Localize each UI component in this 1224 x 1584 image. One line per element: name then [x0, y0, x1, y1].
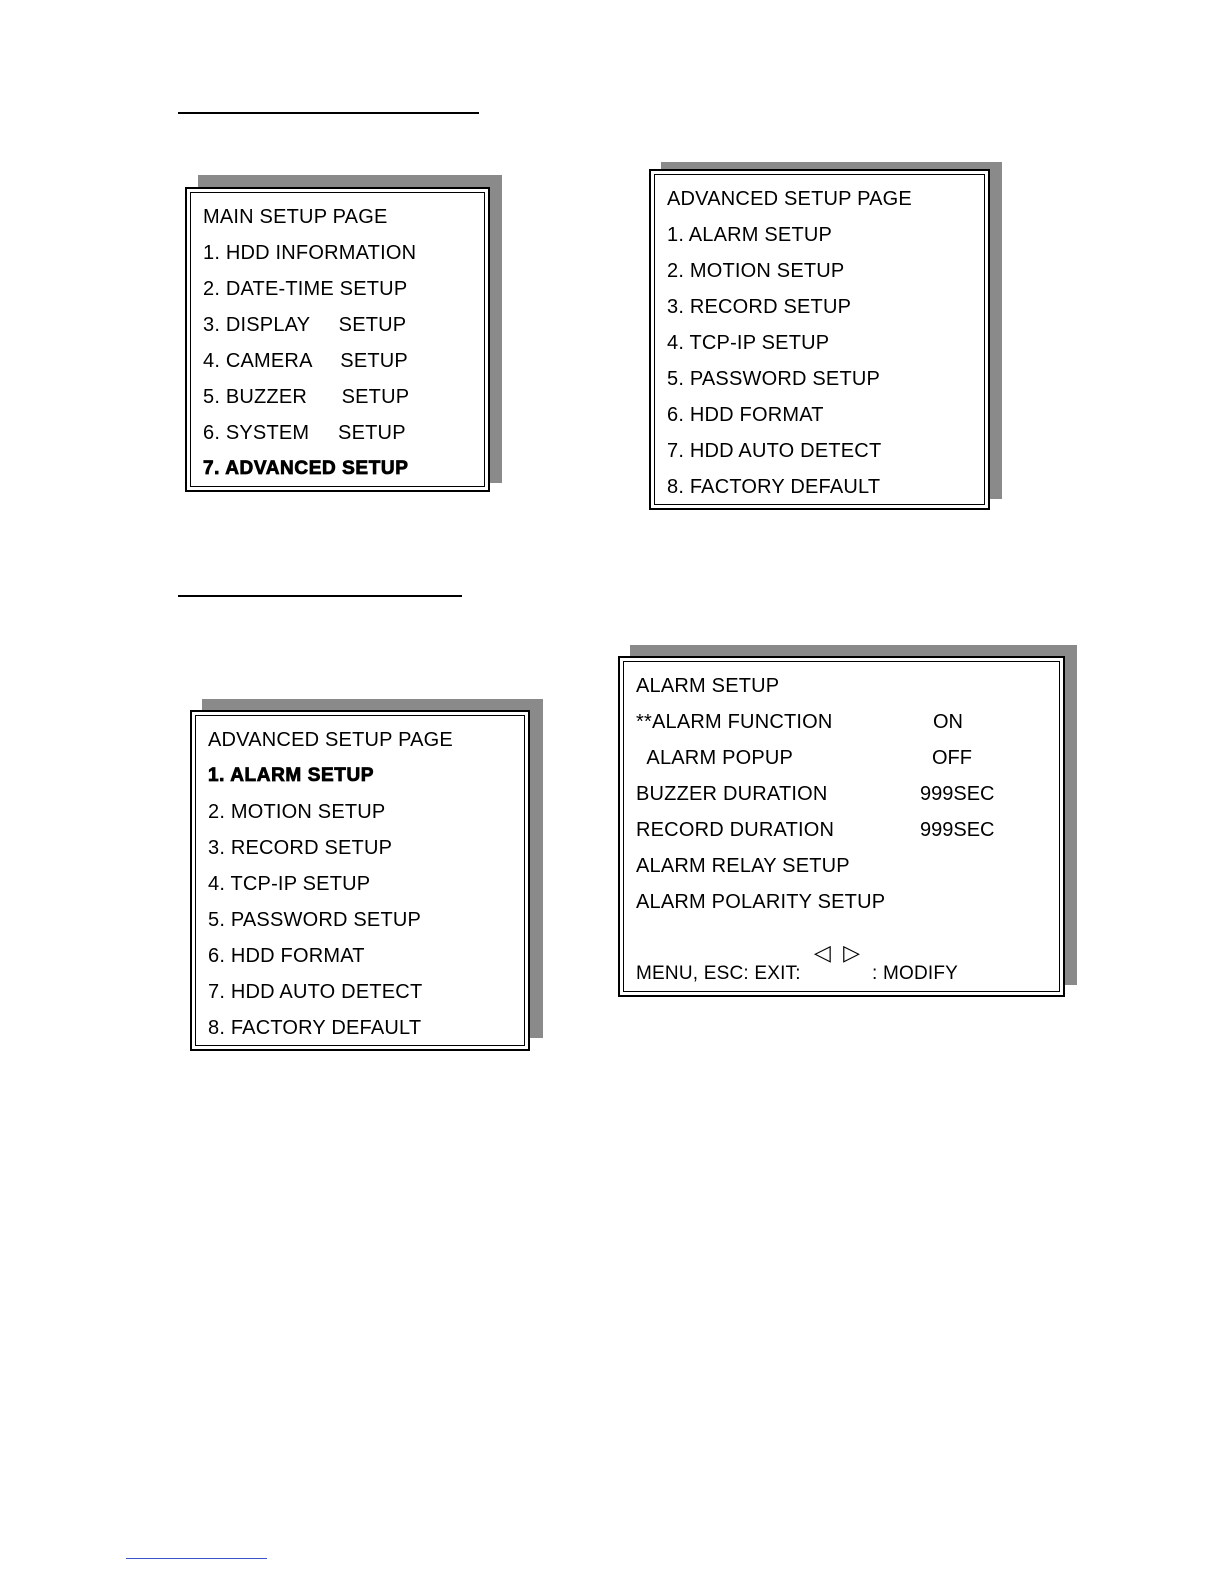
menu-item-factory-default[interactable]: 8. FACTORY DEFAULT	[667, 476, 881, 498]
menu-item-hdd-format[interactable]: 6. HDD FORMAT	[208, 945, 365, 967]
alarm-popup-value[interactable]: OFF	[932, 747, 972, 769]
main-setup-box	[185, 187, 490, 492]
menu-item-alarm-setup[interactable]: 1. ALARM SETUP	[667, 224, 833, 246]
menu-item-motion-setup[interactable]: 2. MOTION SETUP	[667, 260, 845, 282]
main-setup-title: MAIN SETUP PAGE	[203, 206, 388, 228]
menu-item-system-setup[interactable]: 6. SYSTEM SETUP	[203, 422, 406, 444]
menu-item-motion-setup[interactable]: 2. MOTION SETUP	[208, 801, 386, 823]
alarm-function-value[interactable]: ON	[933, 711, 963, 733]
menu-item-password-setup[interactable]: 5. PASSWORD SETUP	[667, 368, 881, 390]
section-rule-middle	[178, 595, 462, 597]
buzzer-duration-label[interactable]: BUZZER DURATION	[636, 783, 828, 805]
buzzer-duration-value[interactable]: 999SEC	[920, 783, 995, 805]
advanced-setup-title: ADVANCED SETUP PAGE	[667, 188, 912, 210]
record-duration-value[interactable]: 999SEC	[920, 819, 995, 841]
alarm-relay-setup-label[interactable]: ALARM RELAY SETUP	[636, 855, 850, 877]
alarm-function-label[interactable]: **ALARM FUNCTION	[636, 711, 833, 733]
alarm-setup-title: ALARM SETUP	[636, 675, 780, 697]
alarm-setup-box	[618, 656, 1065, 997]
footnote-separator	[126, 1558, 267, 1559]
menu-item-hdd-information[interactable]: 1. HDD INFORMATION	[203, 242, 417, 264]
menu-item-tcp-ip-setup[interactable]: 4. TCP-IP SETUP	[208, 873, 371, 895]
menu-item-hdd-auto-detect[interactable]: 7. HDD AUTO DETECT	[667, 440, 882, 462]
menu-item-advanced-setup-selected[interactable]: 7. ADVANCED SETUP	[203, 458, 409, 479]
advanced-setup-box-top	[649, 169, 990, 510]
menu-item-hdd-auto-detect[interactable]: 7. HDD AUTO DETECT	[208, 981, 423, 1003]
menu-item-factory-default[interactable]: 8. FACTORY DEFAULT	[208, 1017, 422, 1039]
menu-item-record-setup[interactable]: 3. RECORD SETUP	[667, 296, 852, 318]
left-right-arrows-icon: ◁ ▷	[814, 940, 861, 965]
section-rule-top	[178, 112, 479, 114]
menu-item-alarm-setup-selected[interactable]: 1. ALARM SETUP	[208, 765, 375, 786]
menu-item-record-setup[interactable]: 3. RECORD SETUP	[208, 837, 393, 859]
menu-item-camera-setup[interactable]: 4. CAMERA SETUP	[203, 350, 408, 372]
advanced-setup-title: ADVANCED SETUP PAGE	[208, 729, 453, 751]
menu-item-password-setup[interactable]: 5. PASSWORD SETUP	[208, 909, 422, 931]
footer-modify-hint: : MODIFY	[872, 963, 959, 984]
menu-item-buzzer-setup[interactable]: 5. BUZZER SETUP	[203, 386, 410, 408]
menu-item-tcp-ip-setup[interactable]: 4. TCP-IP SETUP	[667, 332, 830, 354]
record-duration-label[interactable]: RECORD DURATION	[636, 819, 835, 841]
alarm-polarity-setup-label[interactable]: ALARM POLARITY SETUP	[636, 891, 886, 913]
menu-item-display-setup[interactable]: 3. DISPLAY SETUP	[203, 314, 407, 336]
footer-exit-hint: MENU, ESC: EXIT:	[636, 963, 801, 984]
advanced-setup-box-bottom	[190, 710, 530, 1051]
menu-item-date-time-setup[interactable]: 2. DATE-TIME SETUP	[203, 278, 408, 300]
alarm-popup-label[interactable]: ALARM POPUP	[636, 747, 794, 769]
menu-item-hdd-format[interactable]: 6. HDD FORMAT	[667, 404, 824, 426]
